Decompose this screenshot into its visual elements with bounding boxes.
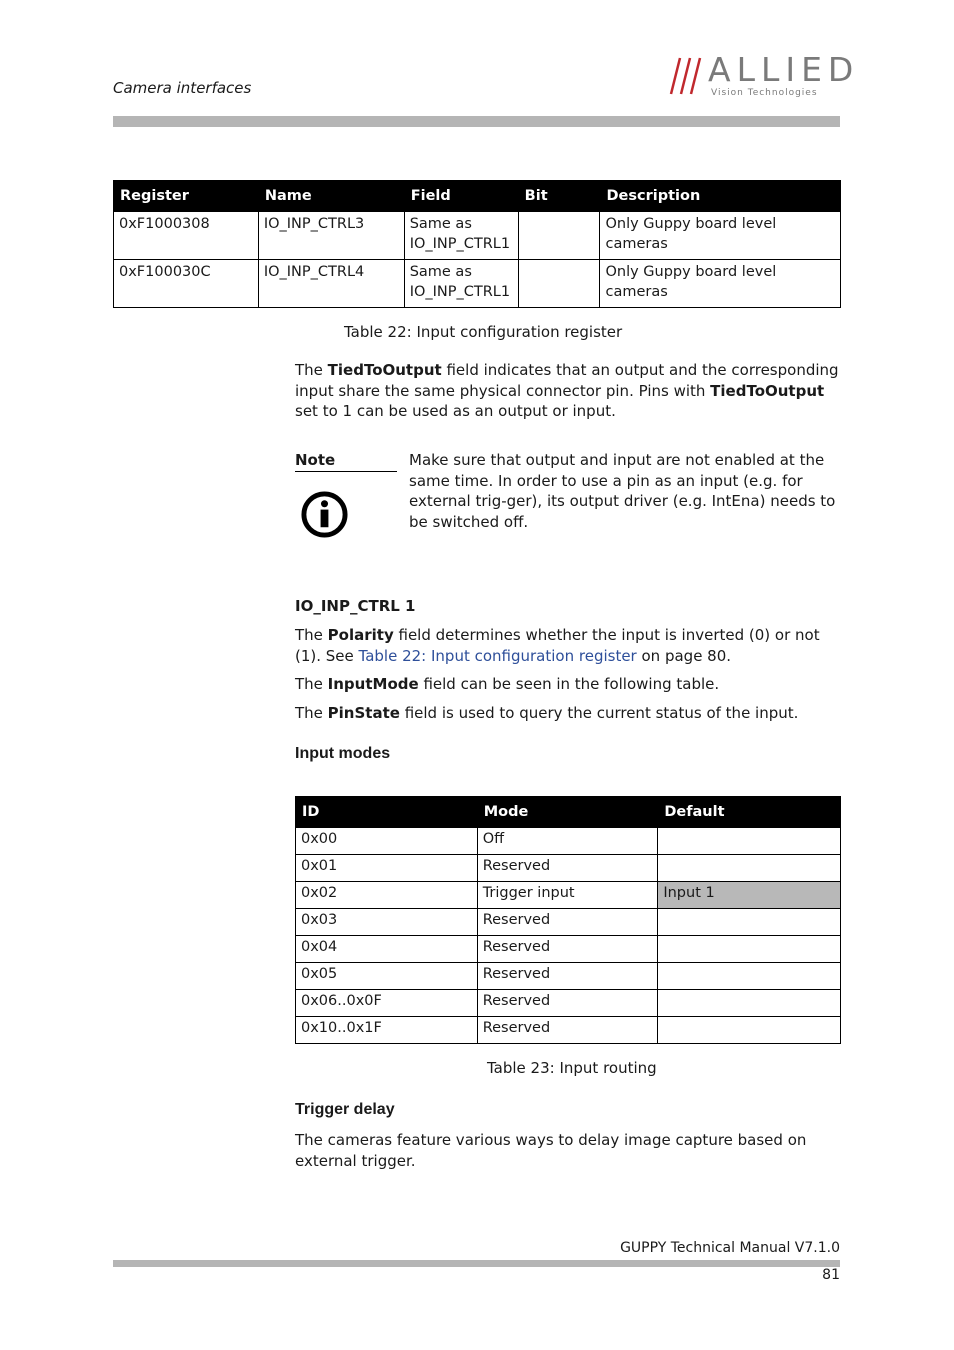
table-caption: Table 22: Input configuration register bbox=[344, 323, 623, 341]
table-row bbox=[114, 212, 841, 260]
table-cell: Same as IO_INP_CTRL1 bbox=[404, 212, 518, 260]
table-cell bbox=[658, 828, 841, 855]
text-run: field can be seen in the following table. bbox=[418, 675, 720, 693]
field-name: PinState bbox=[327, 704, 400, 722]
table-row bbox=[296, 990, 841, 1017]
table-cell: Reserved bbox=[477, 936, 658, 963]
table-cell: Reserved bbox=[477, 855, 658, 882]
table-cell bbox=[658, 909, 841, 936]
table-row bbox=[296, 855, 841, 882]
register-table bbox=[113, 180, 841, 308]
field-name: InputMode bbox=[327, 675, 419, 693]
column-header: Default bbox=[658, 797, 841, 828]
table-cell bbox=[658, 990, 841, 1017]
table-cell: Same as IO_INP_CTRL1 bbox=[404, 260, 518, 308]
note-label: Note bbox=[295, 451, 397, 472]
table-cell: Reserved bbox=[477, 990, 658, 1017]
table-row bbox=[296, 936, 841, 963]
table-cell: Only Guppy board level cameras bbox=[600, 212, 841, 260]
field-name: Polarity bbox=[327, 626, 394, 644]
table-cell: Only Guppy board level cameras bbox=[600, 260, 841, 308]
table-cell: 0x01 bbox=[296, 855, 478, 882]
table-cell: IO_INP_CTRL4 bbox=[258, 260, 404, 308]
text-run: The bbox=[295, 626, 328, 644]
column-header: Mode bbox=[477, 797, 658, 828]
text-run: set to 1 can be used as an output or input. bbox=[295, 402, 616, 420]
table-cell: 0x05 bbox=[296, 963, 478, 990]
table-cell: Reserved bbox=[477, 963, 658, 990]
inputmode-paragraph bbox=[295, 674, 841, 695]
table-row bbox=[296, 909, 841, 936]
footer-title: GUPPY Technical Manual V7.1.0 bbox=[620, 1240, 840, 1256]
table-cell: Input 1 bbox=[658, 882, 841, 909]
table-cell: 0x10..0x1F bbox=[296, 1017, 478, 1044]
table-cell: Trigger input bbox=[477, 882, 658, 909]
table-cell: 0x02 bbox=[296, 882, 478, 909]
table-cell: 0x06..0x0F bbox=[296, 990, 478, 1017]
info-icon bbox=[300, 490, 349, 539]
logo-slashes-icon bbox=[668, 54, 708, 96]
table-cell: IO_INP_CTRL3 bbox=[258, 212, 404, 260]
table-22-link[interactable]: Table 22: Input configuration register bbox=[358, 646, 637, 665]
input-modes-heading: Input modes bbox=[295, 745, 391, 762]
table-header-row bbox=[114, 181, 841, 212]
note-text: Make sure that output and input are not enabled at the same time. In order to use a pin as an input (e.g. for external trig-ger), its output driver (e.g. IntEna) needs to be switched off. bbox=[409, 451, 836, 531]
logo-wordmark: ALLIED bbox=[708, 50, 860, 89]
column-header: Field bbox=[404, 181, 518, 212]
column-header: Name bbox=[258, 181, 404, 212]
table-cell bbox=[518, 260, 600, 308]
input-routing-table bbox=[295, 796, 841, 1044]
text-run: The bbox=[295, 704, 328, 722]
table-cell: 0x00 bbox=[296, 828, 478, 855]
table-cell bbox=[658, 1017, 841, 1044]
text-run: field determines whether the input is inverted (0) or not (1). See bbox=[295, 626, 820, 665]
trigger-delay-paragraph: The cameras feature various ways to delay image capture based on external trigger. bbox=[295, 1131, 807, 1170]
table-cell: 0x04 bbox=[296, 936, 478, 963]
header-rule bbox=[113, 116, 840, 127]
allied-logo bbox=[668, 50, 860, 100]
table-cell: Reserved bbox=[477, 1017, 658, 1044]
io-inp-ctrl-heading: IO_INP_CTRL 1 bbox=[295, 597, 416, 615]
table-cell bbox=[658, 936, 841, 963]
table-row bbox=[114, 260, 841, 308]
table-row bbox=[296, 882, 841, 909]
table-cell bbox=[518, 212, 600, 260]
polarity-paragraph bbox=[295, 625, 841, 666]
column-header: ID bbox=[296, 797, 478, 828]
page-number: 81 bbox=[822, 1267, 840, 1283]
table-cell bbox=[658, 963, 841, 990]
table-cell bbox=[658, 855, 841, 882]
logo-tagline: Vision Technologies bbox=[711, 88, 818, 98]
table-caption: Table 23: Input routing bbox=[487, 1059, 657, 1077]
footer-rule bbox=[113, 1260, 840, 1267]
pinstate-paragraph bbox=[295, 703, 841, 724]
table-row bbox=[296, 828, 841, 855]
field-name: TiedToOutput bbox=[710, 381, 825, 400]
table-row bbox=[296, 1017, 841, 1044]
table-cell: 0xF1000308 bbox=[114, 212, 259, 260]
table-cell: Off bbox=[477, 828, 658, 855]
table-cell: 0x03 bbox=[296, 909, 478, 936]
running-header: Camera interfaces bbox=[113, 79, 252, 97]
text-run: on page 80. bbox=[636, 646, 732, 665]
table-cell: Reserved bbox=[477, 909, 658, 936]
table-cell: 0xF100030C bbox=[114, 260, 259, 308]
text-run: field indicates that an output and the corresponding input share the same physical connector pin. Pins with bbox=[295, 361, 839, 400]
text-run: The bbox=[295, 361, 328, 379]
field-name: TiedToOutput bbox=[327, 361, 442, 379]
column-header: Description bbox=[600, 181, 841, 212]
trigger-delay-heading: Trigger delay bbox=[295, 1101, 395, 1118]
table-header-row bbox=[296, 797, 841, 828]
tiedtooutput-paragraph bbox=[295, 360, 841, 422]
table-row bbox=[296, 963, 841, 990]
column-header: Bit bbox=[518, 181, 600, 212]
column-header: Register bbox=[114, 181, 259, 212]
text-run: The bbox=[295, 675, 328, 693]
text-run: field is used to query the current status of the input. bbox=[399, 704, 799, 722]
